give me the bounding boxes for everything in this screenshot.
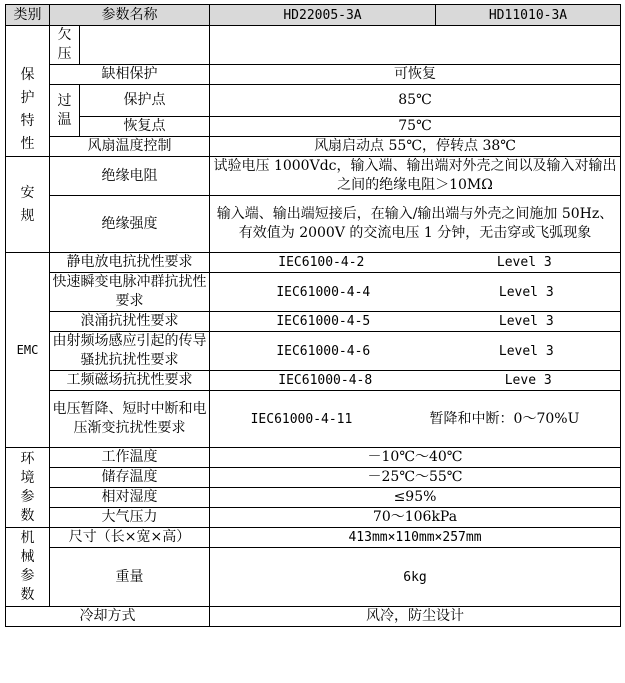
table-row [6, 391, 621, 448]
emc-item-value [210, 253, 621, 273]
emc-standard: IEC61000-4-6 [276, 343, 371, 359]
protection-category [6, 26, 50, 157]
weight-value: 6kg [210, 548, 621, 607]
emc-standard: IEC6100-4-2 [278, 255, 365, 270]
undervoltage-label: 欠压 [50, 26, 80, 65]
header-model-a: HD22005-3A [210, 5, 436, 26]
env-item-value: －10℃～40℃ [210, 448, 621, 468]
emc-standard: IEC61000-4-11 [250, 411, 353, 427]
phase-loss-label: 缺相保护 [50, 65, 210, 85]
table-row [6, 157, 621, 196]
emc-item-label: 浪涌抗扰性要求 [50, 312, 210, 332]
phase-loss-value: 可恢复 [210, 65, 621, 85]
fan-control-value: 风扇启动点 55℃，停转点 38℃ [210, 137, 621, 157]
env-item-value: －25℃～55℃ [210, 468, 621, 488]
protect-point-label: 保护点 [80, 85, 210, 117]
emc-category: EMC [6, 253, 50, 448]
undervoltage-value [210, 26, 621, 65]
cooling-label: 冷却方式 [6, 607, 210, 627]
table-row [6, 65, 621, 85]
emc-level: Level 3 [498, 314, 554, 329]
table-row [6, 137, 621, 157]
emc-item-value [210, 391, 621, 448]
emc-item-label: 静电放电抗扰性要求 [50, 253, 210, 273]
header-row [6, 5, 621, 26]
emc-level: 暂降和中断：0～70%U [429, 410, 580, 427]
emc-level: Level 3 [498, 343, 554, 359]
recover-point-value: 75℃ [210, 117, 621, 137]
emc-standard: IEC61000-4-5 [276, 314, 371, 329]
recover-point-label: 恢复点 [80, 117, 210, 137]
table-row [6, 548, 621, 607]
table-row [6, 607, 621, 627]
mechanical-category: 机械参数 [6, 528, 50, 607]
emc-item-label: 快速瞬变电脉冲群抗扰性要求 [50, 273, 210, 312]
fan-control-label: 风扇温度控制 [50, 137, 210, 157]
insulation-resistance-value: 试验电压 1000Vdc，输入端、输出端对外壳之间以及输入对输出之间的绝缘电阻＞10MΩ [210, 157, 621, 196]
size-label: 尺寸（长×宽×高） [50, 528, 210, 548]
table-row [6, 528, 621, 548]
table-row [6, 117, 621, 137]
header-param-name: 参数名称 [50, 5, 210, 26]
undervoltage-empty [80, 26, 210, 65]
environment-category: 环境参数 [6, 448, 50, 528]
size-value: 413mm×110mm×257mm [210, 528, 621, 548]
emc-level: Level 3 [498, 284, 554, 300]
insulation-strength-label: 绝缘强度 [50, 196, 210, 253]
env-item-value: ≤95% [210, 488, 621, 508]
table-row [6, 371, 621, 391]
table-row [6, 468, 621, 488]
emc-item-value [210, 332, 621, 371]
table-row [6, 273, 621, 312]
table-row [6, 488, 621, 508]
table-row [6, 312, 621, 332]
header-category: 类别 [6, 5, 50, 26]
protection-category-label: 保护特性 [20, 67, 35, 152]
safety-category: 安规 [6, 157, 50, 253]
insulation-strength-value: 输入端、输出端短接后，在输入/输出端与外壳之间施加 50Hz、有效值为 2000V 的交流电压 1 分钟，无击穿或飞弧现象 [210, 196, 621, 253]
table-row [6, 85, 621, 117]
table-row [6, 26, 621, 65]
cooling-value: 风冷，防尘设计 [210, 607, 621, 627]
emc-item-label: 工频磁场抗扰性要求 [50, 371, 210, 391]
table-row [6, 196, 621, 253]
env-item-label: 工作温度 [50, 448, 210, 468]
insulation-resistance-label: 绝缘电阻 [50, 157, 210, 196]
spec-table [5, 4, 621, 627]
emc-item-value [210, 371, 621, 391]
table-row [6, 332, 621, 371]
emc-item-label: 由射频场感应引起的传导骚扰抗扰性要求 [50, 332, 210, 371]
table-row [6, 508, 621, 528]
env-item-label: 大气压力 [50, 508, 210, 528]
emc-item-value [210, 312, 621, 332]
emc-level: Level 3 [496, 255, 552, 270]
env-item-label: 相对湿度 [50, 488, 210, 508]
emc-standard: IEC61000-4-4 [276, 284, 371, 300]
env-item-label: 储存温度 [50, 468, 210, 488]
emc-standard: IEC61000-4-8 [278, 373, 373, 388]
table-row [6, 253, 621, 273]
table-row [6, 448, 621, 468]
env-item-value: 70～106kPa [210, 508, 621, 528]
emc-item-label: 电压暂降、短时中断和电压渐变抗扰性要求 [50, 391, 210, 448]
emc-level: Leve 3 [504, 373, 552, 388]
weight-label: 重量 [50, 548, 210, 607]
overtemp-label: 过温 [50, 85, 80, 137]
emc-item-value [210, 273, 621, 312]
header-model-b: HD11010-3A [436, 5, 621, 26]
protect-point-value: 85℃ [210, 85, 621, 117]
